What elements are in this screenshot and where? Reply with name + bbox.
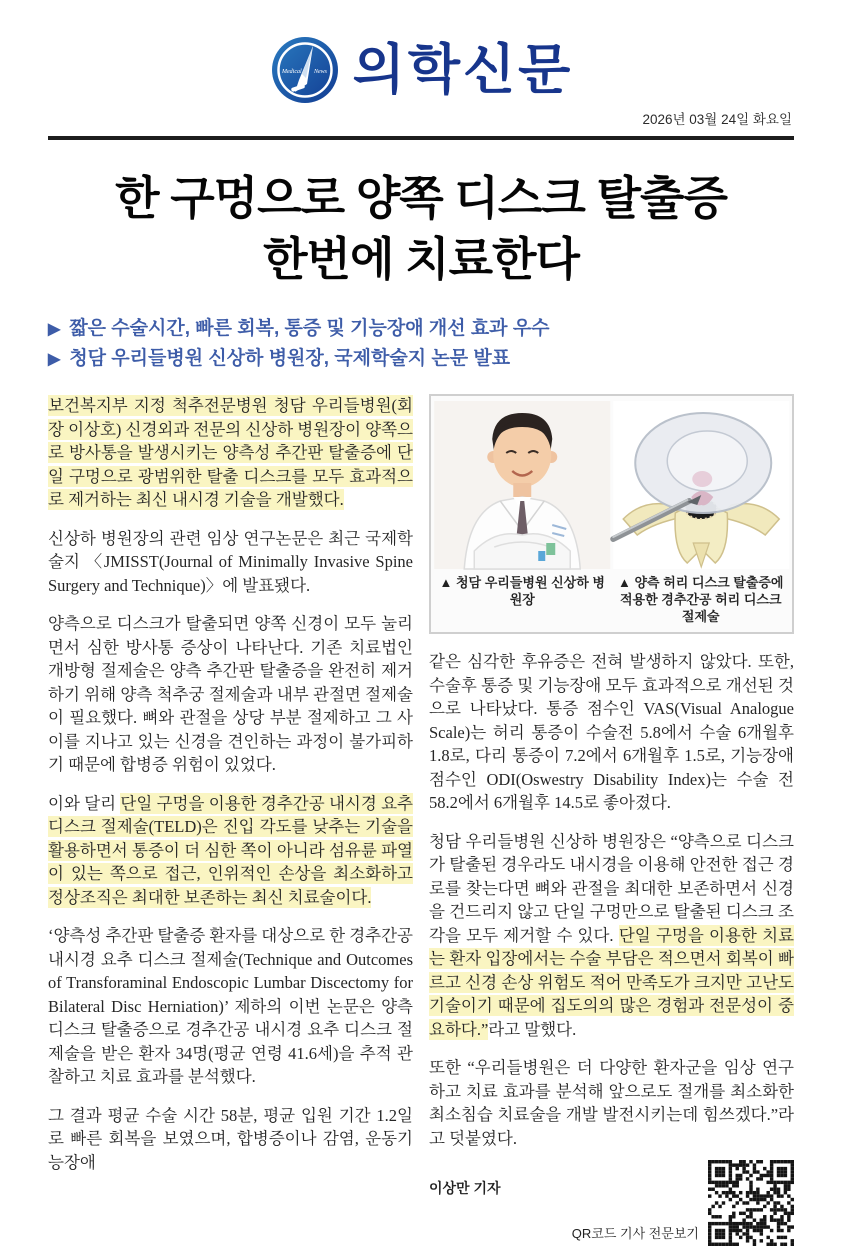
headline-line-1: 한 구멍으로 양쪽 디스크 탈출증 — [115, 172, 727, 224]
spine-illustration — [615, 401, 788, 569]
issue-date: 2026년 03월 24일 화요일 — [642, 112, 792, 127]
masthead — [0, 0, 842, 106]
masthead-title: 의학신문 — [352, 40, 574, 100]
subhead-item-1 — [48, 314, 794, 344]
qr-block — [572, 1160, 794, 1246]
article-paragraph — [48, 527, 413, 598]
masthead-rule — [48, 136, 794, 140]
body-text: 또한 “우리들병원은 더 다양한 환자군을 임상 연구하고 치료 효과를 분석해 앞으로도 절개를 최소화한 최소침습 치료술을 개발 발전시키는데 힘쓰겠다.”라고 덧붙였다. — [429, 1058, 794, 1148]
article-paragraph — [429, 650, 794, 815]
body-text: 청담 우리들병원 신상하 병원장은 “양측으로 디스크가 탈출된 경우라도 내시경을 이용해 안전한 접근 경로를 찾는다면 뼈와 관절을 최대한 보존하면서 신경을 건드리지 않고 단일 구멍만으로 탈출된 디스크 조각을 모두 제거할 수 있다. — [429, 831, 794, 945]
spine-illustration-figure — [615, 401, 788, 627]
subhead-item-2 — [48, 344, 794, 374]
article-paragraph — [429, 830, 794, 1042]
figure-box — [429, 394, 794, 634]
article-paragraph — [48, 924, 413, 1089]
body-text: ‘양측성 추간판 탈출증 환자를 대상으로 한 경추간공 내시경 요추 디스크 절제술(Technique and Outcomes of Transforaminal Endoscopic Lumbar Discectomy for Bilateral Disc Herniation)’ 제하의 이번 논문은 양측 디스크 탈출증으로 경추간공 내시경 요추 디스크 절제술을 받은 환자 34명(평균 연령 41.6세)을 추적 관찰하고 치료 효과를 분석했다. — [48, 926, 413, 1087]
body-text: 그 결과 평균 수술 시간 58분, 평균 입원 기간 1.2일로 빠른 회복을 보였으며, 합병증이나 감염, 운동기능장애 — [48, 1105, 413, 1172]
byline-qr-row — [429, 1174, 794, 1246]
qr-code-icon — [708, 1160, 794, 1246]
svg-text:News: News — [313, 69, 327, 75]
article-right-column — [429, 394, 794, 1246]
arrow-bullet-icon: ▶ — [48, 351, 61, 369]
subhead-list — [48, 314, 794, 374]
qr-label: QR코드 기사 전문보기 — [571, 1226, 699, 1242]
medical-news-pen-logo-icon — [269, 34, 341, 106]
article-paragraph — [48, 792, 413, 910]
doctor-photo-caption: ▲ 청담 우리들병원 신상하 병원장 — [439, 575, 605, 608]
article-left-column — [48, 394, 413, 1174]
subhead-text: 청담 우리들병원 신상하 병원장, 국제학술지 논문 발표 — [69, 348, 511, 370]
subhead-text: 짧은 수술시간, 빠른 회복, 통증 및 기능장애 개선 효과 우수 — [69, 318, 550, 340]
arrow-bullet-icon: ▶ — [48, 321, 61, 339]
headline — [0, 168, 842, 290]
highlighted-text: 보건복지부 지정 척추전문병원 청담 우리들병원(회장 이상호) 신경외과 전문의 신상하 병원장이 양쪽으로 방사통을 발생시키는 양측성 추간판 탈출증에 단일 구멍으로 광범위한 탈출 디스크를 모두 효과적으로 제거하는 최신 내시경 기술을 개발했다. — [48, 396, 413, 510]
article-paragraph — [429, 1056, 794, 1150]
doctor-photo-figure — [436, 401, 609, 627]
headline-line-2: 한번에 치료한다 — [263, 233, 579, 286]
article-paragraph — [48, 394, 413, 512]
doctor-photo — [436, 401, 609, 569]
body-text: 신상하 병원장의 관련 임상 연구논문은 최근 국제학술지 〈JMISST(Journal of Minimally Invasive Spine Surgery and Technique)〉에 발표됐다. — [48, 528, 413, 595]
article-paragraph — [48, 1104, 413, 1175]
article-right-text — [429, 650, 794, 1150]
highlighted-text: 단일 구멍을 이용한 치료는 환자 입장에서는 수술 부담은 적으면서 회복이 빠르고 신경 손상 위험도 적어 만족도가 크지만 고난도 기술이기 때문에 집도의의 많은 경험과 전문성이 중요하다.” — [429, 925, 795, 1039]
spine-illustration-caption: ▲ 양측 허리 디스크 탈출증에 적용한 경추간공 허리 디스크 절제술 — [618, 575, 784, 625]
body-text: 이와 달리 — [48, 793, 121, 813]
reporter-byline: 이상만 기자 — [429, 1180, 501, 1197]
article-paragraph — [48, 612, 413, 777]
svg-text:Medical: Medical — [281, 69, 302, 75]
body-text: 양측으로 디스크가 탈출되면 양쪽 신경이 모두 눌리면서 심한 방사통 증상이 나타난다. 기존 치료법인 개방형 절제술은 양측 추간판 탈출증을 완전히 제거하기 위해 양측 척추궁 절제술과 내부 관절면 절제술이 필요했다. 뼈와 관절을 상당 부분 절제하고 그 사이를 지나고 있는 신경을 견인하는 과정이 불가피하기 때문에 합병증 위험이 있었다. — [48, 614, 413, 775]
body-text: 같은 심각한 후유증은 전혀 발생하지 않았다. 또한, 수술후 통증 및 기능장애 모두 효과적으로 개선된 것으로 나타났다. 통증 점수인 VAS(Visual Analogue Scale)는 허리 통증이 수술전 5.8에서 수술 6개월후 1.8로, 다리 통증이 7.2에서 6개월후 1.5로, 기능장애 점수인 ODI(Oswestry Disability Index)는 수술 전 58.2에서 6개월후 14.5로 좋아졌다. — [429, 652, 794, 813]
body-text: 라고 말했다. — [488, 1019, 577, 1039]
highlighted-text: 단일 구멍을 이용한 경추간공 내시경 요추 디스크 절제술(TELD)은 진입 각도를 낮추는 기술을 활용하면서 통증이 더 심한 쪽이 아니라 섬유륜 파열이 있는 쪽으로 접근, 인위적인 손상을 최소화하고 정상조직은 최대한 보존하는 최신 치료술이다. — [48, 793, 413, 907]
article-columns — [48, 394, 794, 1246]
